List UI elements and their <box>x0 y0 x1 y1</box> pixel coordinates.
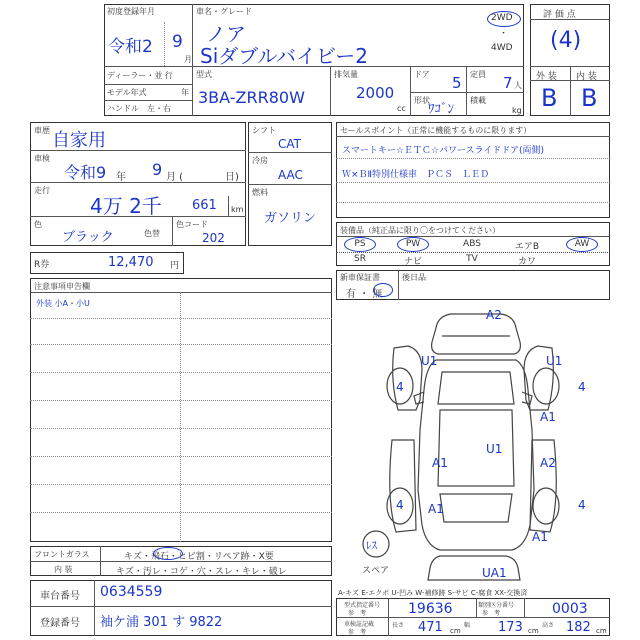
km-unit: km <box>231 205 244 214</box>
mark-roof-u1: U1 <box>486 442 503 456</box>
warranty-label: 新車保証書 <box>340 273 380 282</box>
height-unit: cm <box>596 627 607 635</box>
shift: CAT <box>278 137 301 151</box>
recycle-amount: 12,470 <box>108 255 154 270</box>
model-code: 3BA-ZRR80W <box>198 88 305 107</box>
drive-2wd: 2WD <box>491 13 513 23</box>
mileage-rest: 661 <box>192 198 217 213</box>
ac-label: 冷房 <box>252 156 268 165</box>
plate-label: 登録番号 <box>40 618 80 629</box>
color-code-label: 色コード <box>176 220 208 229</box>
mark-right-u1: U1 <box>546 354 563 368</box>
drive-sep: ・ <box>499 29 509 39</box>
class-num: 0003 <box>552 601 588 617</box>
damage-legend: A-キズ E-エクボ U-凹み W-補修跡 S-サビ C-腐食 XX-交換済 <box>338 589 528 597</box>
ac: AAC <box>278 168 303 182</box>
mark-left-a1-lower: A1 <box>428 502 444 516</box>
capacity-label: 定員 <box>470 70 486 79</box>
inspection-label: 車検 <box>34 154 50 163</box>
mark-rear-a1: A1 <box>532 530 548 544</box>
mark-front-right-wheel: 4 <box>578 380 586 394</box>
length-unit: cm <box>450 627 461 635</box>
mark-rear-right-wheel: 4 <box>578 498 586 512</box>
recycle-box <box>30 252 184 274</box>
mark-front-a2: A2 <box>486 308 502 322</box>
notes-line-1: 外装 小A・小U <box>36 299 90 308</box>
front-glass-items: キズ・飛石・ヒビ割・リペア跡・X要 <box>124 552 274 562</box>
mark-left-u1: U1 <box>421 354 438 368</box>
sales-line-1: スマートキー☆ＥＴＣ☆パワースライドドア(両側) <box>342 146 544 156</box>
width-unit: cm <box>528 627 539 635</box>
equip-abs: ABS <box>463 239 481 249</box>
chassis-label: 車台番号 <box>40 591 80 602</box>
handle-label: ハンドル 左・右 <box>107 104 171 113</box>
height: 182 <box>566 620 591 635</box>
type-num: 19636 <box>408 601 453 617</box>
mark-right-a1-upper: A1 <box>540 410 556 424</box>
dealer-label: ディーラー・並 行 <box>107 71 173 80</box>
equip-navi: ナビ <box>403 257 422 267</box>
class-num-sub: 参 考 <box>482 610 501 617</box>
mileage-main: 4万 2千 <box>90 194 162 218</box>
doors-label: ドア <box>414 70 430 79</box>
equip-leather: カワ <box>517 257 536 267</box>
fuel-label: 燃料 <box>252 188 268 197</box>
equip-sr: SR <box>354 254 366 264</box>
reg-month: 9 <box>172 32 183 52</box>
person-unit: 人 <box>514 81 522 90</box>
month-unit: 月 <box>184 55 192 64</box>
exterior-label: 外 装 <box>536 72 557 82</box>
color-label: 色 <box>34 220 42 229</box>
exterior-grade: B <box>541 84 558 112</box>
car-diagram <box>336 300 610 590</box>
interior-label: 内 装 <box>576 72 597 82</box>
displacement: 2000 <box>356 84 395 102</box>
mark-right-a2: A2 <box>540 456 556 470</box>
sales-label: セールスポイント（正常に機能するものに限ります） <box>340 126 532 135</box>
shift-label: シフト <box>252 126 276 135</box>
usage-label: 車歴 <box>34 126 50 135</box>
year-unit: 年 <box>181 88 189 97</box>
width-label: 幅 <box>464 622 471 629</box>
score-label: 評 価 点 <box>543 10 576 20</box>
inspection-month: 9 <box>152 160 163 179</box>
capacity: 7 <box>503 74 513 92</box>
model-year-label: モデル年式 <box>107 88 147 97</box>
sales-line-2: Ｗ×ＢⅡ特別仕様車 ＰＣＳ ＬＥＤ <box>342 170 489 180</box>
drive-4wd: 4WD <box>491 43 513 53</box>
recycle-label: R券 <box>34 260 50 270</box>
equip-airbag: エアB <box>514 242 540 252</box>
color-change-label: 色替 <box>144 229 160 238</box>
equip-ps: PS <box>354 239 366 249</box>
size-sub: 参 考 <box>348 629 367 636</box>
kg-unit: kg <box>512 106 522 115</box>
mark-front-left-wheel: 4 <box>396 380 404 394</box>
displacement-label: 排気量 <box>334 70 358 79</box>
size-label: 車検証記載 <box>344 621 375 628</box>
length-label: 長さ <box>392 622 405 629</box>
inspection-month-unit: 月 ( <box>166 172 184 183</box>
type-num-label: 型式指定番号 <box>344 602 381 609</box>
height-label: 高さ <box>542 622 555 629</box>
mark-rear-ua1: UA1 <box>482 566 507 580</box>
inspection-year-unit: 年 <box>116 172 126 183</box>
type-label: 型式 <box>196 70 212 79</box>
plate-number: 袖ケ浦 301 す 9822 <box>100 615 223 630</box>
equip-pw: PW <box>405 239 421 249</box>
interior-cond-label: 内 装 <box>54 565 73 574</box>
car-name: ノア <box>206 22 246 46</box>
notes-label: 注意事項申告欄 <box>34 282 90 291</box>
mark-left-a1-mid: A1 <box>432 456 448 470</box>
chassis-number: 0634559 <box>100 584 163 600</box>
cc-unit: cc <box>397 104 406 113</box>
interior-grade: B <box>581 84 598 112</box>
yen-unit: 円 <box>170 261 180 271</box>
width: 173 <box>498 620 523 635</box>
reg-era: 令和2 <box>108 37 153 57</box>
load-label: 積載 <box>470 96 486 105</box>
name-grade-label: 車名・グレード <box>196 7 252 16</box>
length: 471 <box>418 620 443 635</box>
usage: 自家用 <box>52 130 106 151</box>
shape: ﾜｺﾞﾝ <box>428 102 454 117</box>
equip-aw: AW <box>574 239 590 249</box>
grade: Siダブルバイビー2 <box>200 44 368 68</box>
score: (4) <box>550 28 582 53</box>
interior-cond-items: キズ・汚レ・コゲ・穴・スレ・キレ・破レ <box>116 567 287 577</box>
notes-later-label: 後日品 <box>402 273 426 282</box>
type-num-sub: 参 考 <box>348 610 367 617</box>
mileage-label: 走行 <box>34 186 50 195</box>
warranty-value: 有 ・ 無 <box>346 289 383 300</box>
spare-label: スペア <box>362 566 390 576</box>
doors: 5 <box>452 74 462 92</box>
color: ブラック <box>62 230 114 245</box>
spare-mark: ﾚｽ <box>366 539 377 552</box>
fuel: ガソリン <box>264 211 317 226</box>
front-glass-label: フロントガラス <box>34 550 90 559</box>
class-num-label: 類別区分番号 <box>478 602 515 609</box>
equip-tv: TV <box>466 254 478 264</box>
reg-date-label: 初度登録年月 <box>107 7 155 16</box>
equipment-label: 装備品（純正品に限り〇をつけてください） <box>340 226 500 235</box>
inspection-day-unit: 日) <box>225 172 239 183</box>
color-code: 202 <box>202 231 225 245</box>
inspection-era: 令和9 <box>64 163 107 182</box>
mark-rear-left-wheel: 4 <box>396 498 404 512</box>
shape-label: 形状 <box>414 96 430 105</box>
